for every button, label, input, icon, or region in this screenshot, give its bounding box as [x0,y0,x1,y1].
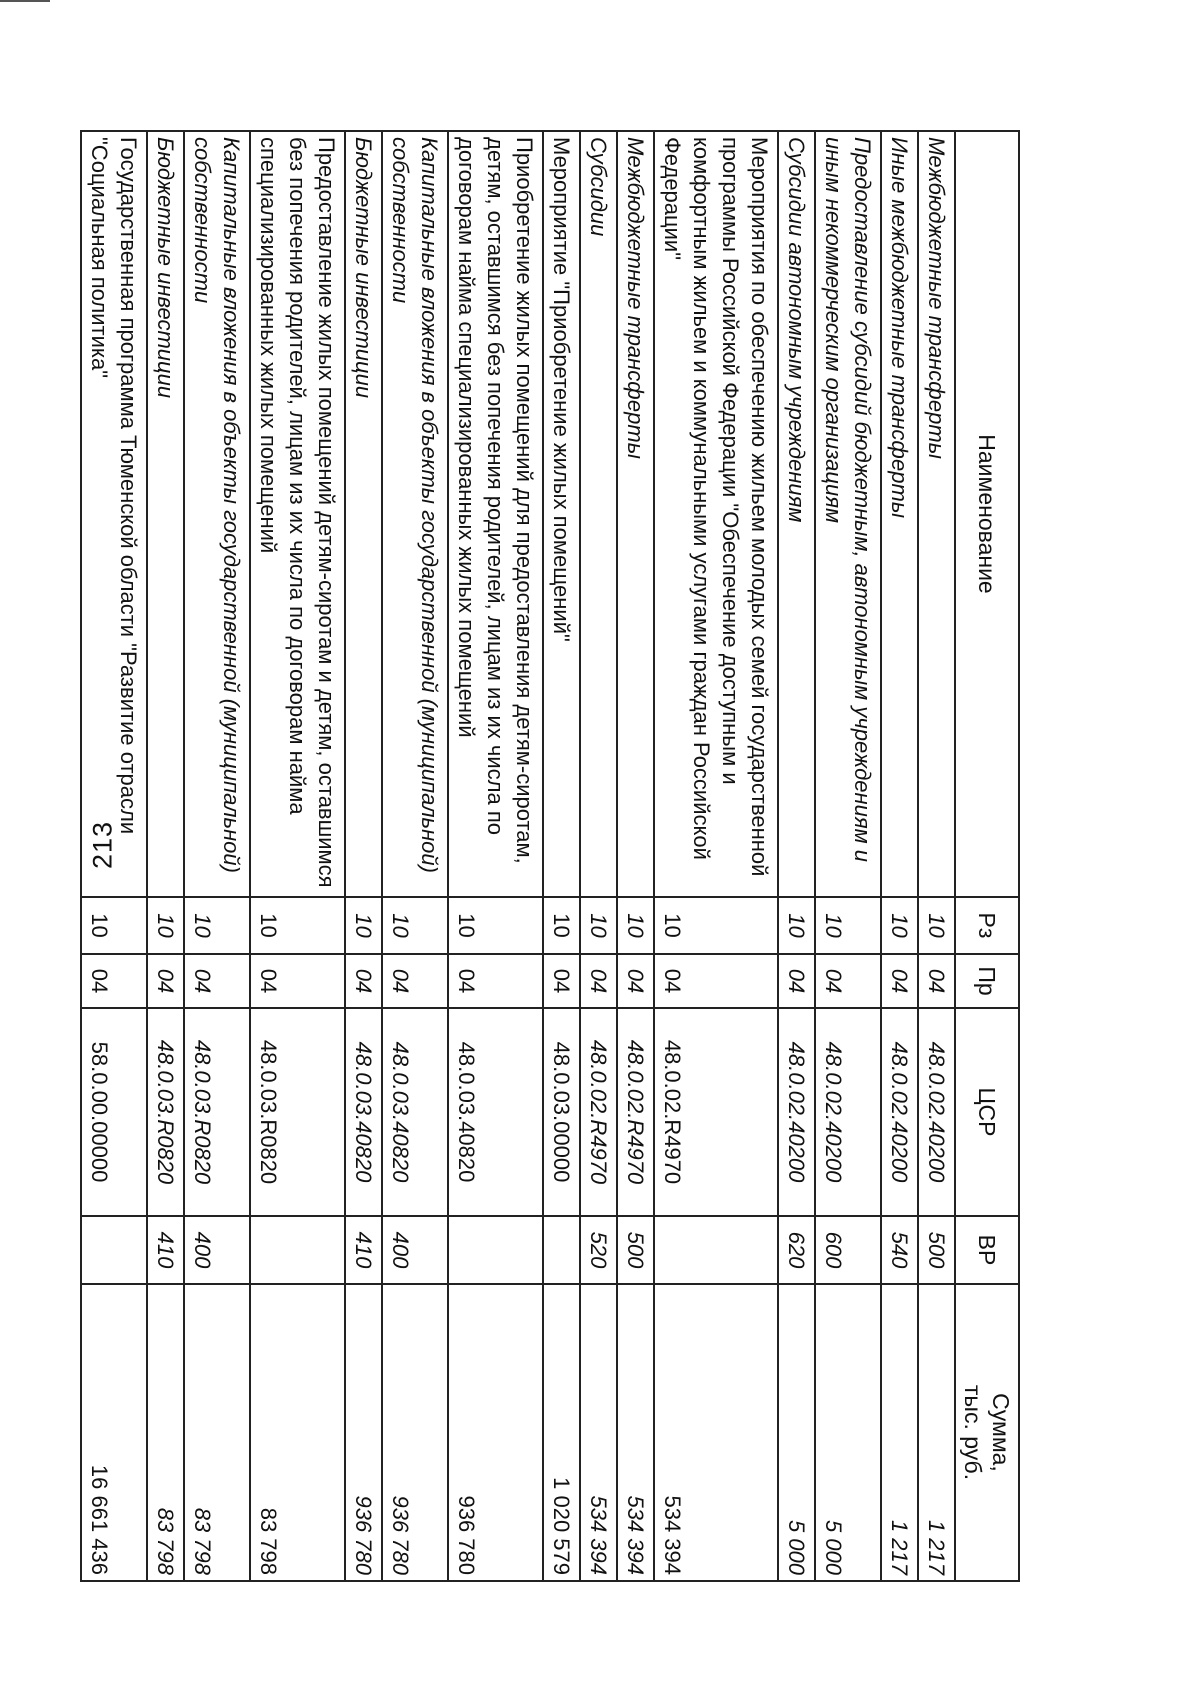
table-row [345,131,382,1581]
header-sum [955,1284,1019,1581]
cell-vr: 410 [345,1216,382,1284]
table-row [448,131,543,1581]
cell-vr: 410 [147,1216,184,1284]
cell-csr: 48.0.03.R0820 [184,1008,250,1216]
cell-sum: 1 217 [918,1284,955,1581]
cell-sum: 936 780 [345,1284,382,1581]
cell-rz: 10 [147,897,184,954]
cell-pr: 04 [778,954,815,1008]
table-row [81,131,147,1581]
cell-pr: 04 [250,954,345,1008]
cell-csr: 48.0.03.R0820 [250,1008,345,1216]
cell-pr: 04 [654,954,778,1008]
cell-sum: 83 798 [147,1284,184,1581]
cell-rz: 10 [778,897,815,954]
cell-vr [250,1216,345,1284]
cell-rz: 10 [918,897,955,954]
cell-name: Предоставление жилых помещений детям-сиротам и детям, оставшимся без попечения родителей, лицам из их числа по договорам найма специализированных жилых помещений [250,131,345,897]
cell-vr [448,1216,543,1284]
cell-sum: 936 780 [448,1284,543,1581]
cell-vr [81,1216,147,1284]
cell-csr: 48.0.02.40200 [918,1008,955,1216]
cell-sum: 534 394 [580,1284,617,1581]
table-row [654,131,778,1581]
cell-rz: 10 [815,897,881,954]
cell-pr: 04 [881,954,918,1008]
header-vr: ВР [955,1216,1019,1284]
header-name: Наименование [955,131,1019,897]
cell-pr: 04 [543,954,580,1008]
cell-sum: 534 394 [617,1284,654,1581]
cell-sum: 5 000 [815,1284,881,1581]
cell-pr: 04 [147,954,184,1008]
cell-pr: 04 [918,954,955,1008]
cell-vr: 620 [778,1216,815,1284]
cell-rz: 10 [617,897,654,954]
cell-name: Государственная программа Тюменской области "Развитие отрасли "Социальная политика" [81,131,147,897]
cell-rz: 10 [881,897,918,954]
table-header-row [955,131,1019,1581]
table-row [250,131,345,1581]
cell-rz: 10 [382,897,448,954]
table-row [184,131,250,1581]
header-pr: Пр [955,954,1019,1008]
cell-name: Бюджетные инвестиции [147,131,184,897]
cell-csr: 48.0.02.40200 [778,1008,815,1216]
cell-csr: 48.0.02.R4970 [580,1008,617,1216]
cell-name: Капитальные вложения в объекты государственной (муниципальной) собственности [184,131,250,897]
cell-pr: 04 [184,954,250,1008]
cell-pr: 04 [81,954,147,1008]
cell-name: Иные межбюджетные трансферты [881,131,918,897]
cell-name: Межбюджетные трансферты [918,131,955,897]
cell-sum: 5 000 [778,1284,815,1581]
cell-name: Субсидии [580,131,617,897]
cell-rz: 10 [81,897,147,954]
cell-sum: 1 020 579 [543,1284,580,1581]
page-number: 213 [87,820,118,870]
cell-vr: 500 [918,1216,955,1284]
budget-table [80,130,1020,1582]
cell-pr: 04 [345,954,382,1008]
cell-rz: 10 [654,897,778,954]
cell-name: Мероприятия по обеспечению жильем молодых семей государственной программы Российской Федерации "Обеспечение доступным и комфортным жильем и коммунальными услугами граждан Российской Федерации" [654,131,778,897]
table-row [881,131,918,1581]
cell-csr: 48.0.03.40820 [448,1008,543,1216]
cell-csr: 48.0.02.40200 [815,1008,881,1216]
cell-vr: 400 [382,1216,448,1284]
cell-pr: 04 [815,954,881,1008]
cell-csr: 48.0.03.R0820 [147,1008,184,1216]
cell-rz: 10 [184,897,250,954]
cell-sum: 16 661 436 [81,1284,147,1581]
table-row [543,131,580,1581]
cell-vr: 540 [881,1216,918,1284]
cell-vr [543,1216,580,1284]
table-body [81,131,955,1581]
cell-name: Предоставление субсидий бюджетным, автономным учреждениям и иным некоммерческим организациям [815,131,881,897]
cell-rz: 10 [543,897,580,954]
cell-vr: 500 [617,1216,654,1284]
cell-pr: 04 [617,954,654,1008]
cell-csr: 48.0.03.40820 [382,1008,448,1216]
table-row [918,131,955,1581]
cell-rz: 10 [345,897,382,954]
cell-csr: 48.0.02.R4970 [654,1008,778,1216]
cell-name: Бюджетные инвестиции [345,131,382,897]
cell-pr: 04 [448,954,543,1008]
cell-sum: 83 798 [184,1284,250,1581]
cell-vr [654,1216,778,1284]
cell-vr: 520 [580,1216,617,1284]
cell-pr: 04 [580,954,617,1008]
cell-sum: 1 217 [881,1284,918,1581]
cell-csr: 58.0.00.00000 [81,1008,147,1216]
cell-csr: 48.0.02.R4970 [617,1008,654,1216]
cell-name: Межбюджетные трансферты [617,131,654,897]
scan-edge-mark [0,0,50,2]
cell-vr: 400 [184,1216,250,1284]
cell-name: Капитальные вложения в объекты государственной (муниципальной) собственности [382,131,448,897]
cell-rz: 10 [580,897,617,954]
cell-csr: 48.0.02.40200 [881,1008,918,1216]
header-csr: ЦСР [955,1008,1019,1216]
cell-csr: 48.0.03.40820 [345,1008,382,1216]
cell-pr: 04 [382,954,448,1008]
cell-csr: 48.0.03.00000 [543,1008,580,1216]
cell-rz: 10 [250,897,345,954]
header-rz: Рз [955,897,1019,954]
table-row [147,131,184,1581]
table-row [580,131,617,1581]
table-row [815,131,881,1581]
cell-vr: 600 [815,1216,881,1284]
table-row [382,131,448,1581]
table-row [617,131,654,1581]
table-row [778,131,815,1581]
cell-sum: 83 798 [250,1284,345,1581]
header-sum-line2: тыс. руб. [960,1384,986,1481]
cell-name: Приобретение жилых помещений для предоставления детям-сиротам, детям, оставшимся без попечения родителей, лицам из их числа по договорам найма специализированных жилых помещений [448,131,543,897]
cell-rz: 10 [448,897,543,954]
cell-name: Субсидии автономным учреждениям [778,131,815,897]
header-sum-line1: Сумма, [988,1393,1014,1472]
rotated-table-container [80,130,1020,1580]
cell-sum: 534 394 [654,1284,778,1581]
cell-name: Мероприятие "Приобретение жилых помещений" [543,131,580,897]
cell-sum: 936 780 [382,1284,448,1581]
